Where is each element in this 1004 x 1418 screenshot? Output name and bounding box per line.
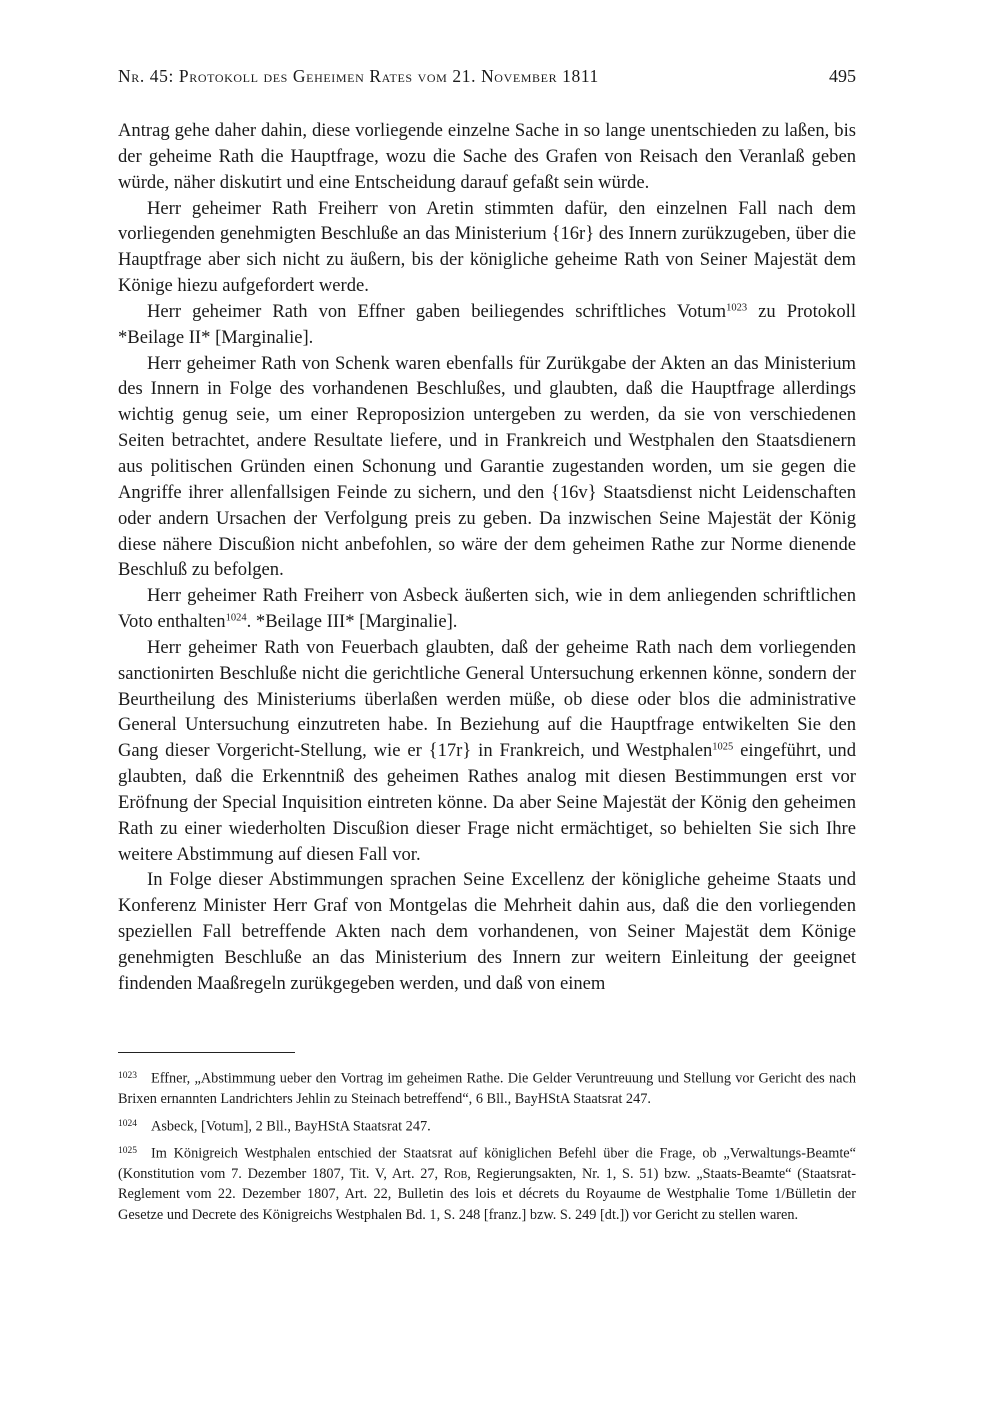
paragraph-3-text-a: Herr geheimer Rath von Effner gaben beiliegendes schriftliches Votum xyxy=(147,300,727,322)
paragraph-2: Herr geheimer Rath Freiherr von Aretin stimmten dafür, den einzelnen Fall nach dem vorliegenden genehmigten Beschluße an das Ministerium {16r} des Innern zurükzugeben, über die Hauptfrage aber sich nicht zu äußern, bis der königliche geheime Rath von Seiner Majestät dem Könige hiezu aufgefordert werde. xyxy=(118,197,856,297)
paragraph-5-text-b: . *Beilage III* [Marginalie]. xyxy=(246,611,458,633)
paragraph-7: In Folge dieser Abstimmungen sprachen Seine Excellenz der königliche geheime Staats und Konferenz Minister Herr Graf von Montgelas die Mehrheit dahin aus, daß die den vorliegenden speziellen Fall betreffende Akten nach dem vorhandenen, von Seiner Majestät dem Könige genehmigten Beschluße an das Ministerium des Innern zur weitern Einleitung der geeignet findenden Maaßregeln zurükgegeben werden, und daß von einem xyxy=(118,869,856,994)
footnote-ref-1025[interactable]: 1025 xyxy=(712,741,734,753)
footnote-number: 1025 xyxy=(118,1146,137,1157)
paragraph-6-text-a: Herr geheimer Rath von Feuerbach glaubten, daß der geheime Rath nach dem vorliegenden sanctionirten Beschluße nicht die gerichtliche General Untersuchung erkennen könne, sondern der Beurtheilung des Ministeriums überlaßen werden müße, ob diese oder blos die administrative General Untersuchung einzutreten habe. In Beziehung auf die Hauptfrage entwikelten Sie den Gang dieser Vorgericht-Stellung, wie er {17r} in Frankreich, und Westphalen xyxy=(118,636,856,762)
footnote-text-smallcaps: Rob xyxy=(443,1165,468,1182)
footnote-text-a: Im Königreich Westphalen entschied der Staatsrat auf königlichen Befehl über die Frage, ob „Verwaltungs-Beamte“ (Konstitution vom 7. Dezember 1807, Tit. V, Art. 27, xyxy=(118,1145,856,1182)
paragraph-6 xyxy=(118,635,856,868)
footnote-text-b: , Regierungsakten, Nr. 1, S. 51) bzw. „Staats-Beamte“ (Staatsrat-Reglement vom 22. Dezember 1807, Art. 22, Bulletin des lois et décrets du Royaume de Westphalie Tome 1/Bülletin der Gesetze und Decrete des Königreichs Westphalen Bd. 1, S. 248 [franz.] bzw. S. 249 [dt.]) vor Gericht zu stellen waren. xyxy=(118,1165,857,1223)
body-text xyxy=(118,118,856,997)
paragraph-4: Herr geheimer Rath von Schenk waren ebenfalls für Zurükgabe der Akten an das Ministerium des Innern in Folge des vorhandenen Beschlußes, und glaubten, daß die Hauptfrage allerdings wichtig genug seie, um einer Reproposizion untergeben zu werden, da sie von verschiedenen Seiten betrachtet, andere Resultate liefere, und in Frankreich und Westphalen den Staatsdienern aus politischen Gründen einen Schonung und Garantie zugestanden worden, um sie gegen die Angriffe ihrer allenfallsigen Feinde zu sichern, und den {16v} Staatsdienst nicht Leidenschaften oder andern Ursachen der Verfolgung preis zu geben. Da inzwischen Seine Majestät der König diese nähere Discußion nicht anbefohlen, so wäre der dem geheimen Rathe zur Norme dienende Beschluß zu befolgen. xyxy=(118,352,856,581)
footnote-1024 xyxy=(118,1114,856,1137)
footnote-divider xyxy=(118,1052,295,1053)
footnote-text: Asbeck, [Votum], 2 Bll., BayHStA Staatsrat 247. xyxy=(151,1118,431,1135)
footnote-number: 1024 xyxy=(118,1118,137,1129)
paragraph-5-text-a: Herr geheimer Rath Freiherr von Asbeck äußerten sich, wie in dem anliegenden schriftlichen Voto enthalten xyxy=(118,585,856,633)
paragraph-3 xyxy=(118,299,856,351)
paragraph-6-text-b: eingeführt, und glaubten, daß die Erkenntniß des geheimen Rathes analog mit diesen Bestimmungen erst vor Eröfnung der Special Inquisition eintreten könne. Da aber Seine Majestät der König den geheimen Rath zu einer wiederholten Discußion dieser Frage nicht ermächtiget, so behielten Sie sich Ihre weitere Abstimmung auf diesen Fall vor. xyxy=(118,740,856,865)
footnote-number: 1023 xyxy=(118,1071,137,1081)
paragraph-5 xyxy=(118,583,856,635)
header-title: Nr. 45: Protokoll des Geheimen Rates vom 21. November 1811 xyxy=(118,66,599,86)
footnote-ref-1023[interactable]: 1023 xyxy=(726,302,748,314)
footnotes xyxy=(118,1066,856,1230)
paragraph-1: Antrag gehe daher dahin, diese vorliegende einzelne Sache in so lange unentschieden zu laßen, bis der geheime Rath die Hauptfrage, wozu die Sache des Grafen von Reisach den Veranlaß geben würde, näher diskutirt und eine Entscheidung darauf gefaßt sein würde. xyxy=(118,120,856,193)
document-page xyxy=(118,0,856,1418)
footnote-1023 xyxy=(118,1066,856,1109)
paragraph-3-text-b: zu Protokoll *Beilage II* [Marginalie]. xyxy=(118,300,856,348)
running-header xyxy=(118,66,856,92)
footnote-ref-1024[interactable]: 1024 xyxy=(225,612,247,624)
footnote-1025 xyxy=(118,1141,856,1224)
page-number: 495 xyxy=(829,66,856,86)
footnote-text: Effner, „Abstimmung ueber den Vortrag im geheimen Rathe. Die Gelder Veruntreuung und Stellung vor Gericht des nach Brixen ernannten Landrichters Jehlin zu Steinach betreffend“, 6 Bll., BayHStA Staatsrat 247. xyxy=(118,1070,856,1107)
